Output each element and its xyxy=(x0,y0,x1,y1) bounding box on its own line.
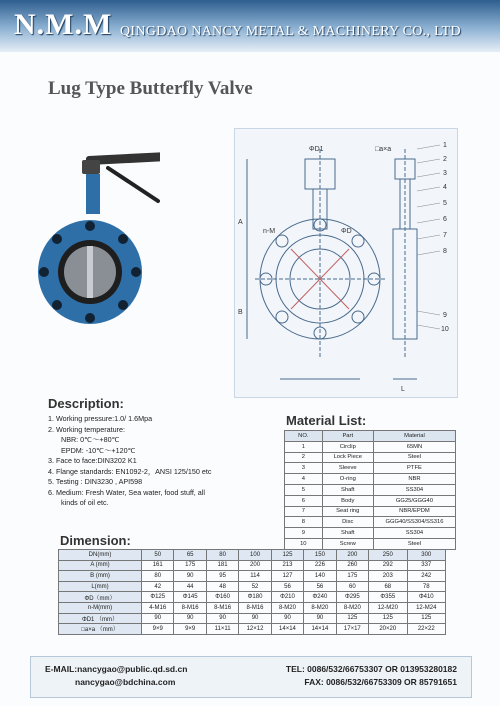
table-row xyxy=(59,613,446,624)
fax: FAX: 0086/532/66753309 OR 85791651 xyxy=(304,677,457,687)
table-cell: 80 xyxy=(142,571,174,582)
table-cell: 161 xyxy=(142,560,174,571)
table-cell: 56 xyxy=(271,581,303,592)
table-cell: 8 xyxy=(285,517,323,528)
row-label: n-M(mm) xyxy=(59,602,142,613)
table-cell: 80 xyxy=(206,550,238,561)
row-label: L(mm) xyxy=(59,581,142,592)
part-number: 9 xyxy=(443,312,447,319)
table-cell: 3 xyxy=(285,463,323,474)
table-cell: Φ210 xyxy=(271,592,303,603)
table-cell: 7 xyxy=(285,506,323,517)
table-cell: 200 xyxy=(239,560,271,571)
table-cell: 9×9 xyxy=(174,624,206,635)
table-cell: 68 xyxy=(369,581,407,592)
table-cell: Φ295 xyxy=(336,592,368,603)
table-row xyxy=(285,474,456,485)
table-row xyxy=(285,484,456,495)
table-row xyxy=(285,441,456,452)
table-cell: Lock Piece xyxy=(322,452,373,463)
table-cell: Φ410 xyxy=(407,592,446,603)
table-cell: 60 xyxy=(336,581,368,592)
table-cell: 14×14 xyxy=(271,624,303,635)
table-cell: 12-M24 xyxy=(407,602,446,613)
table-cell: 8-M16 xyxy=(239,602,271,613)
table-cell: 125 xyxy=(336,613,368,624)
table-cell: 14×14 xyxy=(304,624,336,635)
table-cell: 337 xyxy=(407,560,446,571)
table-cell: 90 xyxy=(304,613,336,624)
table-cell: 22×22 xyxy=(407,624,446,635)
table-row xyxy=(59,560,446,571)
table-cell: Φ355 xyxy=(369,592,407,603)
table-cell: 1 xyxy=(285,441,323,452)
table-cell: NBR/EPDM xyxy=(373,506,455,517)
part-number: 4 xyxy=(443,184,447,191)
row-label: ΦD（mm） xyxy=(59,592,142,603)
list-item: 1. Working pressure:1.0/ 1.6Mpa xyxy=(48,414,153,423)
table-cell: 6 xyxy=(285,495,323,506)
material-heading: Material List: xyxy=(286,413,367,428)
table-cell: 48 xyxy=(206,581,238,592)
table-row xyxy=(285,452,456,463)
row-label: B (mm) xyxy=(59,571,142,582)
table-cell: GGG40/SS304/SS316 xyxy=(373,517,455,528)
dim-label-a: A xyxy=(238,219,243,226)
dim-label-nm: n-M xyxy=(263,228,276,235)
header-banner xyxy=(0,0,500,52)
description-list xyxy=(48,414,244,509)
part-number: 5 xyxy=(443,200,447,207)
column-header: Part xyxy=(322,431,373,442)
table-cell: 292 xyxy=(369,560,407,571)
table-cell: 44 xyxy=(174,581,206,592)
table-cell: 127 xyxy=(271,571,303,582)
table-cell: Disc xyxy=(322,517,373,528)
row-label: □a×a （mm） xyxy=(59,624,142,635)
valve-photo xyxy=(30,146,160,336)
table-cell: 8-M20 xyxy=(304,602,336,613)
table-cell: 90 xyxy=(271,613,303,624)
description-heading: Description: xyxy=(48,396,124,411)
table-cell: 95 xyxy=(206,571,238,582)
table-cell: 20×20 xyxy=(369,624,407,635)
part-number: 10 xyxy=(441,326,449,333)
table-row xyxy=(285,517,456,528)
table-cell: NBR xyxy=(373,474,455,485)
table-cell: 9×9 xyxy=(142,624,174,635)
dim-label-d1: ΦD1 xyxy=(309,146,324,153)
part-number: 7 xyxy=(443,232,447,239)
material-table xyxy=(284,430,456,550)
table-cell: 65 xyxy=(174,550,206,561)
table-cell: 200 xyxy=(336,550,368,561)
table-cell: Φ125 xyxy=(142,592,174,603)
row-label: A (mm) xyxy=(59,560,142,571)
table-cell: 125 xyxy=(369,613,407,624)
table-cell: 125 xyxy=(271,550,303,561)
table-cell: 175 xyxy=(174,560,206,571)
table-cell: 181 xyxy=(206,560,238,571)
table-row xyxy=(285,495,456,506)
dim-label-l: L xyxy=(401,386,405,393)
dimension-heading: Dimension: xyxy=(60,533,131,548)
company-name: QINGDAO NANCY METAL & MACHINERY CO., LTD xyxy=(120,24,461,39)
brand-logo: N.M.M xyxy=(14,8,113,41)
product-title: Lug Type Butterfly Valve xyxy=(48,78,253,99)
part-number: 3 xyxy=(443,170,447,177)
row-label: ΦD1 （mm） xyxy=(59,613,142,624)
part-number: 2 xyxy=(443,156,447,163)
table-row xyxy=(59,581,446,592)
table-cell: 17×17 xyxy=(336,624,368,635)
table-cell: Seat ring xyxy=(322,506,373,517)
table-cell: 10 xyxy=(285,538,323,549)
table-cell: Sleeve xyxy=(322,463,373,474)
dimension-table xyxy=(58,549,446,635)
table-row xyxy=(59,592,446,603)
table-cell: 260 xyxy=(336,560,368,571)
table-cell: Φ240 xyxy=(304,592,336,603)
table-cell: Steel xyxy=(373,452,455,463)
list-item: 5. Testing : DIN3230 , API598 xyxy=(48,477,143,486)
table-row xyxy=(285,528,456,539)
table-cell: PTFE xyxy=(373,463,455,474)
table-header-row xyxy=(285,431,456,442)
list-item: 2. Working temperature: xyxy=(48,424,125,434)
table-cell: Screw xyxy=(322,538,373,549)
table-row xyxy=(59,550,446,561)
part-number: 6 xyxy=(443,216,447,223)
table-row xyxy=(59,602,446,613)
telephone: TEL: 0086/532/66753307 OR 013953280182 xyxy=(285,664,457,674)
table-cell: 56 xyxy=(304,581,336,592)
table-cell: 175 xyxy=(336,571,368,582)
email-primary: E-MAIL:nancygao@public.qd.sd.cn xyxy=(45,664,188,674)
dim-label-d: ΦD xyxy=(341,228,352,235)
table-cell: SS304 xyxy=(373,528,455,539)
table-cell: O-ring xyxy=(322,474,373,485)
table-cell: Circlip xyxy=(322,441,373,452)
table-cell: Φ180 xyxy=(239,592,271,603)
table-cell: 90 xyxy=(239,613,271,624)
table-cell: 12×12 xyxy=(239,624,271,635)
table-cell: 5 xyxy=(285,484,323,495)
table-cell: SS304 xyxy=(373,484,455,495)
row-label: DN(mm) xyxy=(59,550,142,561)
table-cell: 300 xyxy=(407,550,446,561)
table-cell: GG25/GGG40 xyxy=(373,495,455,506)
table-cell: 11×11 xyxy=(206,624,238,635)
table-cell: 8-M16 xyxy=(174,602,206,613)
table-cell: Shaft xyxy=(322,484,373,495)
table-cell: Φ145 xyxy=(174,592,206,603)
table-row xyxy=(285,463,456,474)
table-cell: 9 xyxy=(285,528,323,539)
table-cell: 125 xyxy=(407,613,446,624)
table-cell: 8-M20 xyxy=(271,602,303,613)
list-item: 3. Face to face:DIN3202 K1 xyxy=(48,456,137,465)
list-item: 6. Medium: Fresh Water, Sea water, food stuff, all xyxy=(48,487,205,497)
table-row xyxy=(59,571,446,582)
list-item: NBR: 0℃～+80℃ xyxy=(61,435,120,444)
table-cell: 90 xyxy=(142,613,174,624)
table-cell: Φ160 xyxy=(206,592,238,603)
table-cell: 213 xyxy=(271,560,303,571)
column-header: Material xyxy=(373,431,455,442)
table-cell: 50 xyxy=(142,550,174,561)
table-cell: 90 xyxy=(206,613,238,624)
table-cell: 90 xyxy=(174,613,206,624)
table-cell: 203 xyxy=(369,571,407,582)
table-cell: 2 xyxy=(285,452,323,463)
table-cell: 52 xyxy=(239,581,271,592)
list-item: 4. Flange standards: EN1092-2，ANSI 125/150 etc xyxy=(48,466,212,476)
table-cell: 78 xyxy=(407,581,446,592)
table-cell: 150 xyxy=(304,550,336,561)
table-row xyxy=(285,506,456,517)
table-cell: 100 xyxy=(239,550,271,561)
table-cell: 4-M16 xyxy=(142,602,174,613)
table-cell: 250 xyxy=(369,550,407,561)
table-cell: 140 xyxy=(304,571,336,582)
table-cell: 114 xyxy=(239,571,271,582)
technical-drawing xyxy=(234,128,458,398)
email-secondary: nancygao@bdchina.com xyxy=(75,677,176,687)
list-item: EPDM: -10℃～+120℃ xyxy=(61,445,136,455)
part-number: 8 xyxy=(443,248,447,255)
table-cell: 226 xyxy=(304,560,336,571)
table-cell: 242 xyxy=(407,571,446,582)
table-cell: 42 xyxy=(142,581,174,592)
table-cell: 8-M16 xyxy=(206,602,238,613)
contact-footer xyxy=(30,656,472,698)
dim-label-square: □a×a xyxy=(375,146,392,153)
table-cell: 90 xyxy=(174,571,206,582)
table-cell: Steel xyxy=(373,538,455,549)
table-cell: Body xyxy=(322,495,373,506)
table-row xyxy=(285,538,456,549)
table-row xyxy=(59,624,446,635)
part-number: 1 xyxy=(443,142,447,149)
table-cell: 12-M20 xyxy=(369,602,407,613)
table-cell: 8-M20 xyxy=(336,602,368,613)
list-item: kinds of oil etc. xyxy=(61,498,109,507)
table-cell: 65MN xyxy=(373,441,455,452)
dim-label-b: B xyxy=(238,309,243,316)
column-header: NO. xyxy=(285,431,323,442)
table-cell: 4 xyxy=(285,474,323,485)
table-cell: Shaft xyxy=(322,528,373,539)
